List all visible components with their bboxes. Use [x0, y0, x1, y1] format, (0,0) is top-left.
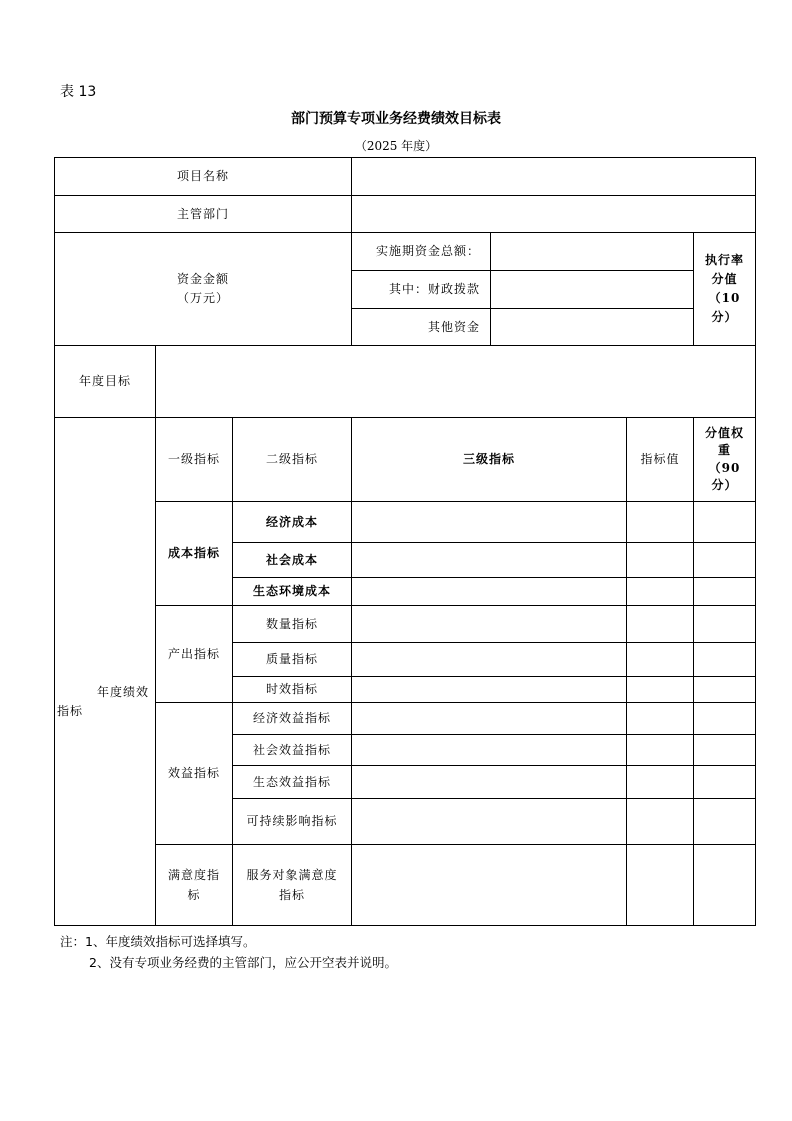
label-fiscal-funds: 其中：财政拨款 — [388, 282, 480, 297]
perf-line1: 年度绩效 — [96, 684, 149, 699]
input-other-funds[interactable] — [491, 309, 693, 345]
page-title: 部门预算专项业务经费绩效目标表 — [291, 111, 501, 127]
weight-line4: 分） — [711, 477, 738, 492]
level1-output: 产出指标 — [167, 646, 220, 661]
level2-out-quality: 质量指标 — [265, 652, 318, 667]
level2-ben-econ: 经济效益指标 — [252, 711, 331, 726]
fund-amount-text: 资金金额 — [176, 272, 229, 287]
level2-out-qty: 数量指标 — [265, 616, 318, 631]
footnotes — [60, 931, 397, 973]
label-dept: 主管部门 — [176, 206, 229, 221]
header-level1: 一级指标 — [167, 452, 220, 467]
label-project-name: 项目名称 — [176, 169, 229, 184]
level2-cost-social: 社会成本 — [265, 552, 318, 567]
level1-cost: 成本指标 — [167, 546, 220, 561]
label-annual-goal: 年度目标 — [78, 374, 131, 389]
header-level2: 二级指标 — [265, 452, 318, 467]
label-fund-amount — [55, 233, 351, 345]
header-weight — [694, 418, 755, 501]
exec-rate-line1: 执行率 — [704, 252, 744, 267]
level2-service-satisfaction — [233, 845, 351, 925]
exec-rate-line2: 分值 — [711, 271, 738, 286]
satisfaction-line1: 满意度指 — [167, 867, 220, 882]
service-line2: 指标 — [278, 888, 305, 902]
weight-line2: 重 — [717, 443, 731, 458]
satisfaction-line2: 标 — [187, 888, 201, 902]
level1-satisfaction — [156, 845, 232, 925]
weight-line1: 分值权 — [704, 425, 744, 440]
level2-cost-econ: 经济成本 — [265, 514, 318, 529]
label-other-funds: 其他资金 — [427, 319, 480, 334]
weight-line3: （90 — [708, 460, 741, 475]
label-exec-rate-score — [694, 233, 755, 345]
level2-ben-eco: 生态效益指标 — [252, 774, 331, 789]
level2-cost-env: 生态环境成本 — [252, 584, 331, 599]
label-annual-performance — [55, 418, 155, 925]
table-number: 表 13 — [60, 84, 97, 100]
exec-rate-line3: （10 — [708, 291, 741, 305]
input-dept[interactable] — [352, 196, 755, 232]
level2-ben-sustain: 可持续影响指标 — [246, 814, 338, 829]
level2-ben-social: 社会效益指标 — [252, 742, 331, 757]
page-subtitle: （2025 年度） — [354, 139, 438, 153]
input-fiscal-funds[interactable] — [491, 271, 693, 308]
input-project-name[interactable] — [352, 158, 755, 195]
level2-out-time: 时效指标 — [265, 682, 318, 697]
header-level3: 三级指标 — [462, 452, 515, 467]
perf-line2: 指标 — [57, 703, 84, 718]
level1-benefit: 效益指标 — [167, 766, 220, 781]
input-annual-goal[interactable] — [156, 346, 755, 417]
header-indicator-value: 指标值 — [640, 452, 680, 467]
fund-unit-text: （万元） — [176, 291, 229, 305]
note-2: 2、没有专项业务经费的主管部门，应公开空表并说明。 — [89, 955, 397, 970]
note-1: 注：1、年度绩效指标可选择填写。 — [60, 934, 256, 949]
service-line1: 服务对象满意度 — [246, 867, 338, 882]
input-total-funds[interactable] — [491, 233, 693, 270]
exec-rate-line4: 分） — [711, 310, 738, 325]
label-total-funds: 实施期资金总额： — [375, 244, 480, 259]
